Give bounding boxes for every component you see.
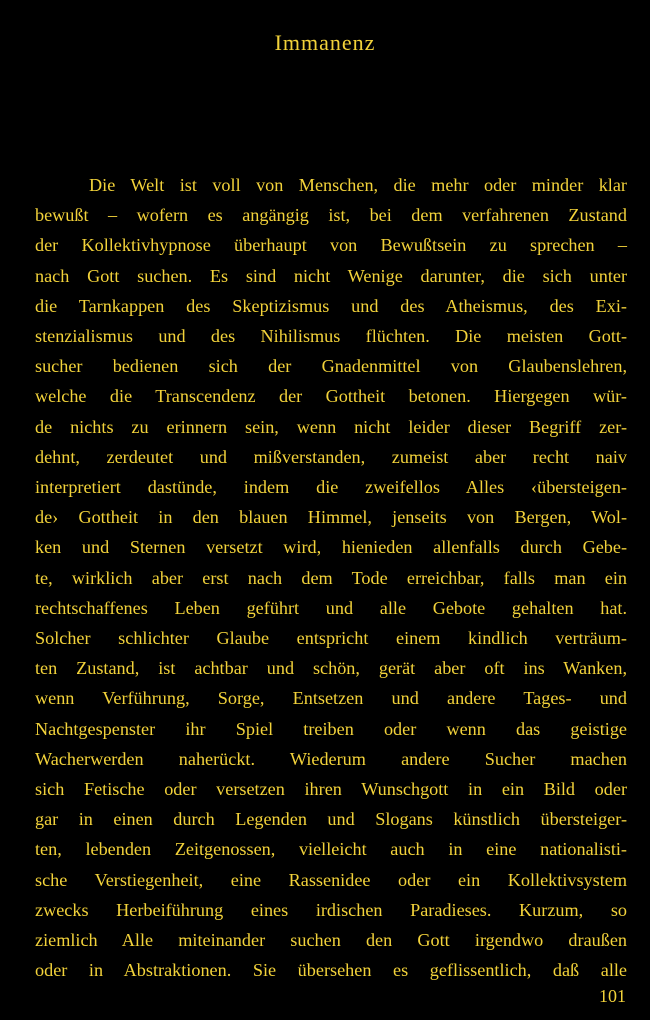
text-line: wenn Verführung, Sorge, Entsetzen und andere Tages- und	[35, 688, 627, 709]
text-line: der Kollektivhypnose überhaupt von Bewußtsein zu sprechen –	[35, 235, 627, 256]
text-line: Wacherwerden naherückt. Wiederum andere Sucher machen	[35, 748, 627, 769]
text-line: welche die Transcendenz der Gottheit betonen. Hiergegen wür-	[35, 386, 627, 407]
text-line: sche Verstiegenheit, eine Rassenidee oder ein Kollektivsystem	[35, 869, 627, 890]
text-line: stenzialismus und des Nihilismus flüchten. Die meisten Gott-	[35, 326, 627, 346]
text-line: Die Welt ist voll von Menschen, die mehr oder minder klar	[89, 175, 627, 195]
text-line: gar in einen durch Legenden und Slogans künstlich übersteiger-	[35, 809, 627, 830]
text-line: ken und Sternen versetzt wird, hienieden allenfalls durch Gebe-	[35, 537, 627, 558]
page-title: Immanenz	[274, 30, 376, 55]
text-line: nach Gott suchen. Es sind nicht Wenige darunter, die sich unter	[35, 265, 627, 286]
text-line: ten Zustand, ist achtbar und schön, gerät aber oft ins Wanken,	[35, 658, 627, 679]
text-line: ten, lebenden Zeitgenossen, vielleicht auch in eine nationalisti-	[35, 839, 627, 860]
text-line: de nichts zu erinnern sein, wenn nicht leider dieser Begriff zer-	[35, 416, 627, 437]
text-line: te, wirklich aber erst nach dem Tode erreichbar, falls man ein	[35, 567, 627, 588]
text-line: sich Fetische oder versetzen ihren Wunschgott in ein Bild oder	[35, 779, 627, 799]
text-line: ziemlich Alle miteinander suchen den Gott irgendwo draußen	[35, 930, 627, 950]
text-line: Nachtgespenster ihr Spiel treiben oder wenn das geistige	[35, 718, 627, 739]
text-line: bewußt – wofern es angängig ist, bei dem verfahrenen Zustand	[35, 205, 627, 226]
text-line: die Tarnkappen des Skeptizismus und des Atheismus, des Exi-	[35, 295, 627, 316]
text-line: zwecks Herbeiführung eines irdischen Paradieses. Kurzum, so	[35, 899, 627, 920]
text-line: rechtschaffenes Leben geführt und alle Gebote gehalten hat.	[35, 597, 627, 618]
text-line: Solcher schlichter Glaube entspricht einem kindlich verträum-	[35, 628, 627, 648]
text-line: interpretiert dastünde, indem die zweifellos Alles ‹übersteigen-	[35, 477, 627, 497]
text-line: oder in Abstraktionen. Sie übersehen es geflissentlich, daß alle	[35, 960, 627, 981]
text-line: sucher bedienen sich der Gnadenmittel von Glaubenslehren,	[35, 356, 627, 377]
page-number: 101	[599, 986, 626, 1006]
text-line: de› Gottheit in den blauen Himmel, jenseits von Bergen, Wol-	[35, 507, 627, 528]
text-line: dehnt, zerdeutet und mißverstanden, zumeist aber recht naiv	[35, 446, 627, 467]
